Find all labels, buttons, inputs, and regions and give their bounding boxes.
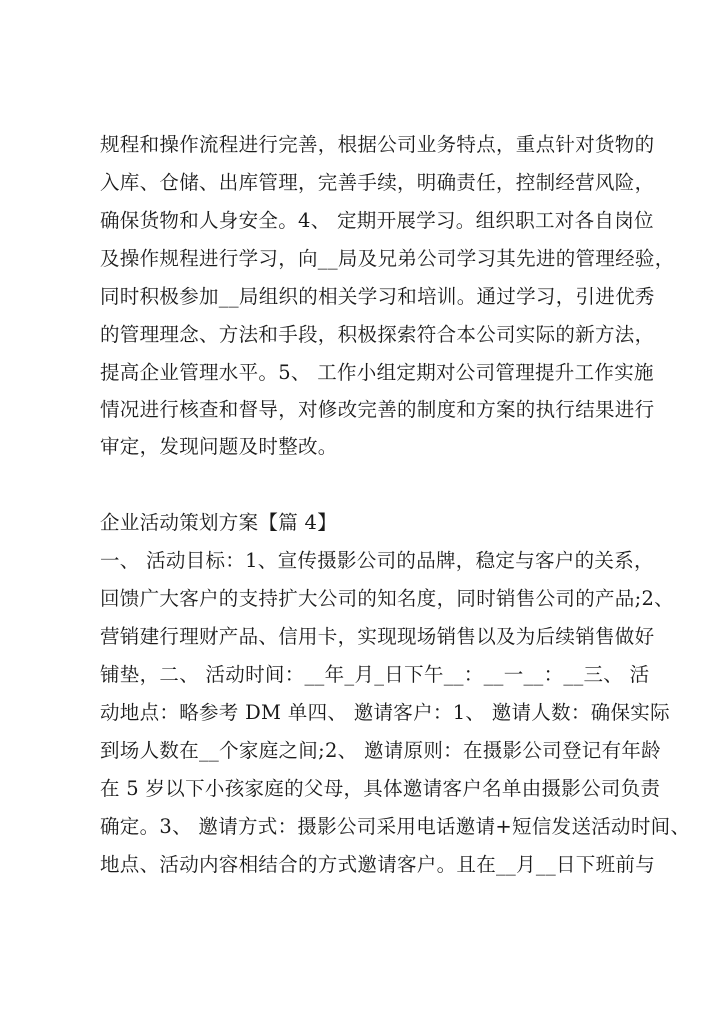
- paragraph-line: 确定。3、 邀请方式：摄影公司采用电话邀请+短信发送活动时间、: [100, 815, 691, 838]
- paragraph-line: 规程和操作流程进行完善，根据公司业务特点，重点针对货物的: [100, 133, 655, 156]
- paragraph-line: 入库、仓储、出库管理，完善手续，明确责任，控制经营风险，: [100, 171, 655, 194]
- paragraph-line: 到场人数在__个家庭之间;2、 邀请原则：在摄影公司登记有年龄: [100, 739, 661, 762]
- paragraph-line: 提高企业管理水平。5、 工作小组定期对公司管理提升工作实施: [100, 361, 654, 384]
- paragraph-line: 一、 活动目标：1、宣传摄影公司的品牌，稳定与客户的关系，: [100, 549, 654, 572]
- paragraph-line: 同时积极参加__局组织的相关学习和培训。通过学习，引进优秀: [100, 285, 655, 308]
- paragraph-line: 的管理理念、方法和手段，积极探索符合本公司实际的新方法，: [100, 323, 655, 346]
- paragraph-line: 地点、活动内容相结合的方式邀请客户。且在__月__日下班前与: [100, 853, 655, 876]
- paragraph-line: 确保货物和人身安全。4、 定期开展学习。组织职工对各自岗位: [100, 209, 654, 232]
- paragraph-line: 动地点：略参考 DM 单四、 邀请客户：1、 邀请人数：确保实际: [100, 701, 670, 724]
- paragraph-line: 及操作规程进行学习，向__局及兄弟公司学习其先进的管理经验，: [100, 247, 675, 270]
- paragraph-line: 情况进行核查和督导，对修改完善的制度和方案的执行结果进行: [100, 398, 655, 421]
- paragraph-line: 审定，发现问题及时整改。: [100, 435, 338, 458]
- paragraph-line: 在 5 岁以下小孩家庭的父母，具体邀请客户名单由摄影公司负责: [100, 777, 661, 800]
- section-title: 企业活动策划方案【篇 4】: [100, 511, 338, 534]
- paragraph-line: 营销建行理财产品、信用卡，实现现场销售以及为后续销售做好: [100, 625, 655, 648]
- paragraph-line: 回馈广大客户的支持扩大公司的知名度，同时销售公司的产品;2、: [100, 587, 674, 610]
- paragraph-line: 铺垫，二、 活动时间：__年_月_日下午__：__一__：__三、 活: [100, 663, 650, 686]
